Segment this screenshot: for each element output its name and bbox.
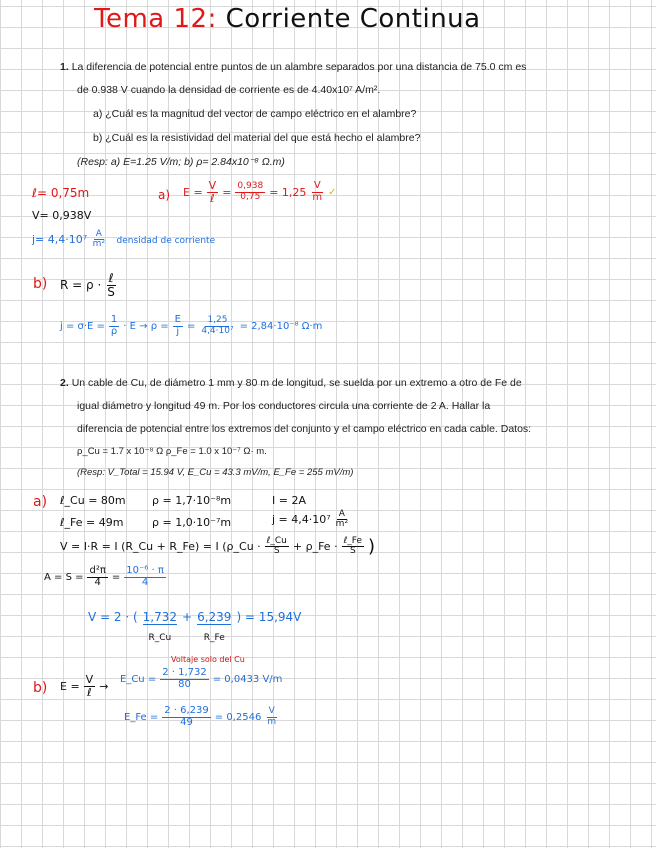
density-label: densidad de corriente: [116, 235, 216, 246]
j-unit-num-2: A: [338, 509, 345, 519]
A-equals: =: [111, 571, 121, 583]
part-b-resistance-formula: [60, 272, 117, 298]
lfe-over-S: [342, 537, 364, 557]
field-formula: [60, 674, 108, 698]
b-S: S: [107, 284, 115, 299]
problem-2-answer: (Resp: V_Total = 15.94 V, E_Cu = 43.3 mV/m, E_Fe = 255 mV/m): [77, 467, 354, 478]
voltage-note: Voltaje solo del Cu: [171, 655, 245, 664]
problem-1-line-1: [60, 61, 526, 73]
E-cu-fraction: [160, 668, 209, 690]
area-formula: [44, 566, 166, 588]
a-num: 0,938: [237, 181, 264, 192]
b-l-over-S: [105, 272, 117, 298]
problem-1-text-1: La diferencia de potencial entre puntos de un alambre separados por una distancia de 75.0 cm es: [71, 61, 527, 73]
lcu-over-S: [265, 537, 289, 557]
A-num: d²π: [89, 565, 106, 576]
current-value: I = 2A: [272, 494, 306, 507]
plus-rho-fe: + ρ_Fe ·: [292, 540, 338, 553]
problem-2-number: 2.: [60, 377, 69, 389]
voltage-calculation: [88, 610, 301, 643]
r-cu-label: R_Cu: [148, 633, 172, 643]
v-cu-value: 1,732: [142, 610, 178, 624]
field-fe: [124, 706, 278, 728]
voltage-formula: [60, 536, 375, 557]
resistivity-cu: ρ = 1,7·10⁻⁸m: [152, 494, 232, 507]
part-b-resistivity-work: [60, 315, 322, 337]
resistivity-fe: ρ = 1,0·10⁻⁷m: [152, 516, 232, 529]
A-label: A = S =: [44, 571, 84, 583]
problem-2-text-1: Un cable de Cu, de diámetro 1 mm y 80 m de longitud, se suelda por un extremo a otro de Fe de: [71, 377, 522, 389]
E-fe-result: = 0,2546: [214, 711, 262, 723]
b-equals: =: [186, 320, 196, 332]
current-density-2: [272, 510, 350, 530]
b-values-fraction: [199, 316, 235, 336]
part-b-label-1: b): [33, 276, 48, 292]
V-calc-text: V = 2 · (: [88, 610, 138, 624]
j-unit-2: [334, 510, 350, 530]
lcu: ℓ_Cu: [266, 535, 287, 546]
b-E-over-j: [173, 315, 183, 337]
E-fe-unit-den: m: [267, 716, 277, 727]
A-fraction-2: [124, 566, 166, 588]
problem-1-question-a: a) ¿Cuál es la magnitud del vector de campo eléctrico en el alambre?: [93, 108, 417, 120]
E-fe-unit-num: V: [268, 706, 275, 717]
S-2: S: [349, 546, 356, 556]
close-paren: ): [368, 536, 376, 557]
A-den: 4: [94, 576, 101, 588]
E-fe-den: 49: [180, 716, 193, 728]
a-E-symbol: E =: [183, 185, 203, 199]
given-j-value: j= 4,4·10⁷: [32, 232, 88, 246]
a-result-unit: [310, 181, 324, 203]
problem-1-number: 1.: [60, 61, 69, 73]
problem-2-line-3: diferencia de potencial entre los extremos del conjunto y el campo eléctrico en cada cable. Datos:: [77, 423, 532, 435]
v-plus: +: [182, 610, 193, 624]
b-rho: ρ: [110, 325, 118, 337]
length-cu: ℓ_Cu = 80m: [60, 494, 126, 507]
E-fe-num: 2 · 6,239: [164, 705, 209, 716]
v-cu-group: [143, 610, 177, 643]
v-result: ) = 15,94V: [236, 610, 302, 624]
given-j-unit-num: A: [95, 229, 102, 239]
E-cu-den: 80: [178, 678, 191, 690]
E-cu-num: 2 · 1,732: [162, 667, 207, 678]
E-cu-label: E_Cu =: [120, 673, 157, 685]
b-j-formula: j = σ·E =: [60, 320, 105, 332]
l-2: ℓ: [87, 685, 92, 699]
title-topic: Tema 12:: [94, 4, 217, 34]
given-j-unit: [91, 230, 107, 250]
a-V: V: [208, 179, 217, 192]
title-subject: Corriente Continua: [225, 4, 481, 34]
A-den-2: 4: [141, 576, 149, 588]
lfe: ℓ_Fe: [343, 535, 363, 546]
problem-1-question-b: b) ¿Cuál es la resistividad del material del que está hecho el alambre?: [93, 132, 421, 144]
field-cu: [120, 668, 282, 690]
b-arrow-text: · E → ρ =: [123, 320, 169, 332]
a-values-fraction: [235, 182, 265, 202]
arrow-2: →: [99, 679, 109, 693]
b-num: 1,25: [207, 315, 228, 326]
b-l: ℓ: [108, 271, 114, 285]
part-a-label-2: a): [33, 494, 48, 510]
page-title: [94, 4, 481, 34]
j-value-2: j = 4,4·10⁷: [272, 513, 331, 527]
A-fraction: [87, 566, 107, 588]
b-E: E: [174, 314, 181, 325]
problem-2-line-1: [60, 377, 522, 389]
part-b-label-2: b): [33, 680, 48, 696]
E-fe-unit: [265, 707, 278, 727]
a-V-over-l: [207, 180, 219, 204]
V-2: V: [85, 673, 94, 686]
j-unit-den-2: m²: [335, 519, 349, 530]
problem-1-answer: (Resp: a) E=1.25 V/m; b) ρ= 2.84x10⁻⁸ Ω.m): [77, 156, 285, 168]
E-label-2: E =: [60, 679, 80, 693]
given-voltage: V= 0,938V: [32, 209, 92, 222]
b-j: j: [176, 325, 180, 337]
b-result: = 2,84·10⁻⁸ Ω·m: [239, 320, 323, 332]
S-1: S: [273, 546, 280, 556]
given-current-density: [32, 230, 215, 250]
given-length: ℓ= 0,75m: [32, 186, 90, 200]
E-cu-result: = 0,0433 V/m: [212, 673, 283, 685]
a-result: = 1,25: [269, 185, 307, 199]
given-j-unit-den: m²: [92, 239, 106, 250]
b-one: 1: [110, 314, 118, 325]
E-fe-label: E_Fe =: [124, 711, 159, 723]
r-fe-label: R_Fe: [203, 633, 225, 643]
length-fe: ℓ_Fe = 49m: [60, 516, 124, 529]
b-den: 4,4·10⁷: [201, 325, 234, 336]
a-unit-den: m: [312, 191, 323, 203]
check-mark: ✓: [328, 186, 337, 198]
b-R-formula: R = ρ ·: [60, 278, 102, 293]
a-l: ℓ: [210, 191, 215, 205]
A-num-2: 10⁻⁶ · π: [126, 565, 164, 576]
problem-1-line-2: de 0.938 V cuando la densidad de corriente es de 4.40x10⁷ A/m².: [77, 84, 381, 96]
V-formula-text: V = I·R = I (R_Cu + R_Fe) = I (ρ_Cu ·: [60, 540, 261, 553]
part-a-label-1: a): [158, 188, 171, 202]
a-unit-num: V: [313, 180, 321, 192]
b-1-over-rho: [109, 315, 119, 337]
problem-2-line-2: igual diámetro y longitud 49 m. Por los conductores circula una corriente de 2 A. Hallar la: [77, 400, 491, 412]
E-fe-fraction: [162, 706, 211, 728]
v-fe-value: 6,239: [197, 610, 232, 624]
a-den: 0,75: [240, 191, 261, 202]
a-equals: =: [222, 185, 232, 199]
v-fe-group: [197, 610, 231, 643]
problem-2-data: ρ_Cu = 1.7 x 10⁻⁸ Ω ρ_Fe = 1.0 x 10⁻⁷ Ω· m.: [77, 446, 267, 457]
part-a-work-1: [183, 180, 337, 204]
V-over-l-2: [84, 674, 96, 698]
